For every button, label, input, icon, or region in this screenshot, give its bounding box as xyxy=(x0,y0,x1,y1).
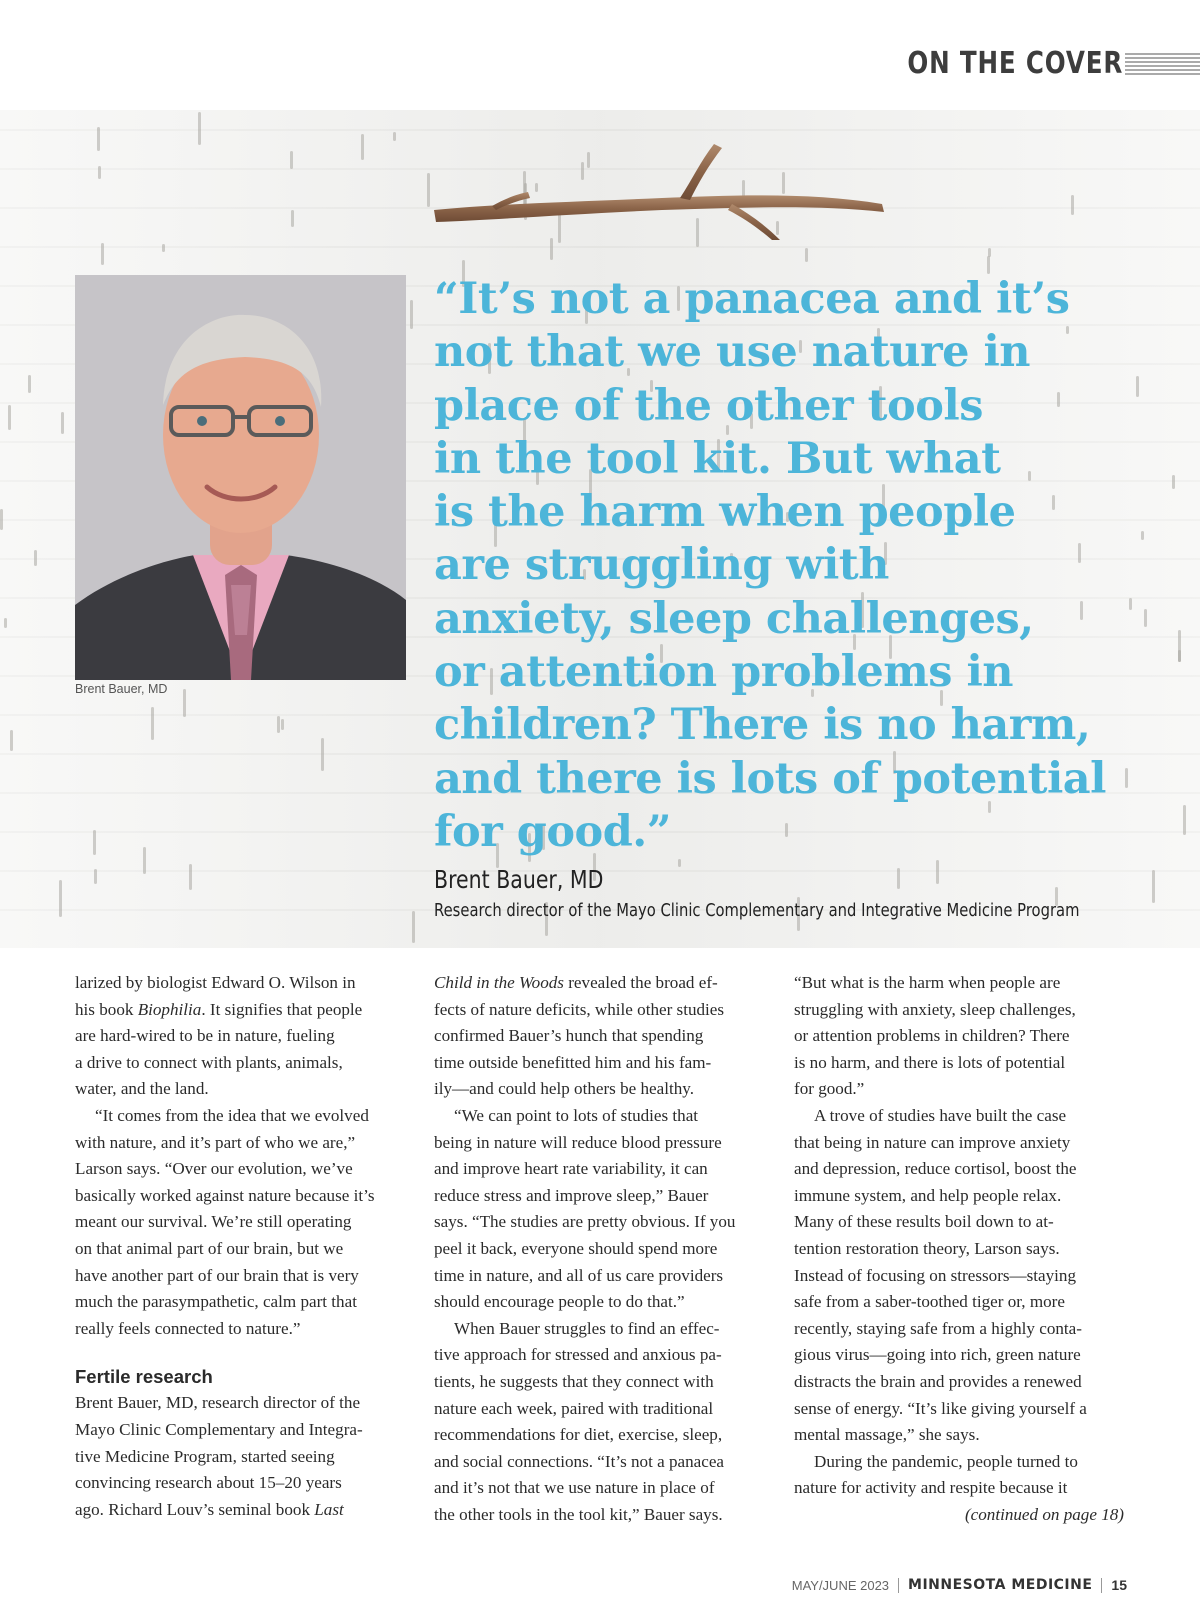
text-line: really feels connected to nature.” xyxy=(75,1318,301,1338)
text-line: is no harm, and there is lots of potential xyxy=(794,1052,1066,1072)
bark-mark xyxy=(1152,870,1155,903)
text-line: mental massage,” she says. xyxy=(794,1425,980,1445)
pull-quote-line: anxiety, sleep challenges, xyxy=(434,593,1034,644)
bark-mark xyxy=(550,238,553,260)
text-line: being in nature will reduce blood pressure xyxy=(434,1132,722,1152)
paragraph xyxy=(75,970,407,1103)
pull-quote-line: and there is lots of potential xyxy=(434,753,1106,804)
article-column-1 xyxy=(75,970,407,1523)
text-line: distracts the brain and provides a renewed xyxy=(794,1371,1082,1391)
section-bar-decoration xyxy=(1125,51,1200,75)
bark-mark xyxy=(93,830,96,855)
bark-mark xyxy=(291,210,294,227)
text-line: reduce stress and improve sleep,” Bauer xyxy=(434,1185,709,1205)
bark-mark xyxy=(281,719,284,730)
text-line: . It signifies that people xyxy=(201,999,363,1019)
bark-mark xyxy=(162,244,165,252)
text-line: and improve heart rate variability, it can xyxy=(434,1159,708,1179)
bark-mark xyxy=(94,869,97,884)
section-header xyxy=(860,38,1200,88)
text-line: says. “The studies are pretty obvious. If you xyxy=(434,1212,736,1232)
bark-mark xyxy=(61,412,64,434)
paragraph xyxy=(794,970,1124,1103)
bark-mark xyxy=(198,112,201,145)
continued-note: (continued on page 18) xyxy=(964,1504,1124,1524)
text-line: “We can point to lots of studies that xyxy=(454,1105,699,1125)
pull-quote-line: “It’s not a panacea and it’s xyxy=(434,274,1070,324)
bark-mark xyxy=(427,173,430,207)
text-line: nature for activity and respite because it xyxy=(794,1478,1068,1498)
bark-mark xyxy=(0,509,3,530)
text-line: recommendations for diet, exercise, sleep, xyxy=(434,1425,723,1445)
pull-quote-line: is the harm when people xyxy=(434,487,1016,538)
section-title: ON THE COVER xyxy=(907,45,1123,81)
text-line: immune system, and help people relax. xyxy=(794,1185,1062,1205)
text-line: Larson says. “Over our evolution, we’ve xyxy=(75,1159,353,1179)
bark-mark xyxy=(151,707,154,740)
bark-mark xyxy=(805,248,808,262)
text-line: for good.” xyxy=(794,1079,865,1099)
text-line: his book xyxy=(75,999,138,1019)
text-line: and social connections. “It’s not a panacea xyxy=(434,1451,725,1471)
bark-mark xyxy=(28,375,31,393)
bark-mark xyxy=(189,864,192,890)
subheading: Fertile research xyxy=(75,1366,213,1388)
bark-mark xyxy=(412,911,415,943)
text-line: basically worked against nature because it’s xyxy=(75,1185,375,1205)
bark-mark xyxy=(290,151,293,169)
text-line: “But what is the harm when people are xyxy=(794,973,1061,992)
paragraph xyxy=(434,1103,766,1316)
twig-illustration xyxy=(432,140,886,240)
text-line: When Bauer struggles to find an effec- xyxy=(454,1318,720,1338)
bark-mark xyxy=(4,618,7,628)
text-line: on that animal part of our brain, but we xyxy=(75,1238,344,1258)
text-line: larized by biologist Edward O. Wilson in xyxy=(75,973,356,992)
pull-quote-line: children? There is no harm, xyxy=(434,700,1091,751)
pull-quote-line: not that we use nature in xyxy=(434,327,1031,378)
text-line: tention restoration theory, Larson says. xyxy=(794,1238,1060,1258)
text-line: Instead of focusing on stressors—staying xyxy=(794,1265,1077,1285)
bark-mark xyxy=(410,300,413,329)
bark-mark xyxy=(897,868,900,889)
portrait-photo xyxy=(75,275,406,680)
text-line: fects of nature deficits, while other studies xyxy=(434,999,725,1019)
paragraph xyxy=(75,1103,407,1342)
book-title: Biophilia xyxy=(137,999,202,1019)
bark-mark xyxy=(8,405,11,430)
text-line: have another part of our brain that is very xyxy=(75,1265,359,1285)
text-line: time in nature, and all of us care providers xyxy=(434,1265,724,1285)
text-line: much the parasympathetic, calm part that xyxy=(75,1292,357,1312)
text-line: time outside benefitted him and his fam- xyxy=(434,1052,712,1072)
paragraph xyxy=(794,1449,1124,1502)
text-line: revealed the broad ef- xyxy=(563,973,718,992)
paragraph xyxy=(434,970,766,1103)
text-line: should encourage people to do that.” xyxy=(434,1292,685,1312)
text-line: that being in nature can improve anxiety xyxy=(794,1132,1071,1152)
bark-mark xyxy=(393,132,396,141)
text-line: gious virus—going into rich, green nature xyxy=(794,1345,1081,1365)
text-line: water, and the land. xyxy=(75,1079,209,1099)
text-line: During the pandemic, people turned to xyxy=(814,1451,1078,1471)
bark-mark xyxy=(936,860,939,884)
bark-mark xyxy=(183,689,186,717)
text-line: ily—and could help others be healthy. xyxy=(434,1079,694,1099)
pull-quote-line: are struggling with xyxy=(434,540,889,591)
text-line: a drive to connect with plants, animals, xyxy=(75,1052,343,1072)
bark-mark xyxy=(98,166,101,179)
text-line: struggling with anxiety, sleep challenges, xyxy=(794,999,1076,1019)
text-line: and it’s not that we use nature in place of xyxy=(434,1478,715,1498)
pull-quote-line: for good.” xyxy=(434,806,672,857)
bark-mark xyxy=(277,716,280,733)
text-line: meant our survival. We’re still operating xyxy=(75,1212,352,1232)
pull-quote-line: place of the other tools xyxy=(434,380,983,431)
book-title: Child in the Woods xyxy=(434,973,564,992)
footer-divider xyxy=(1101,1578,1102,1593)
bark-mark xyxy=(10,730,13,751)
text-line: convincing research about 15–20 years xyxy=(75,1473,342,1493)
text-line: recently, staying safe from a highly conta- xyxy=(794,1318,1082,1338)
book-title: Last xyxy=(314,1499,344,1519)
text-line: the other tools in the tool kit,” Bauer says. xyxy=(434,1504,723,1524)
cover-hero xyxy=(0,110,1200,948)
text-line: tive Medicine Program, started seeing xyxy=(75,1446,335,1466)
pull-quote xyxy=(434,273,1194,859)
pull-quote-line: or attention problems in xyxy=(434,647,1014,698)
paragraph xyxy=(794,1103,1124,1449)
text-line: and depression, reduce cortisol, boost the xyxy=(794,1159,1077,1179)
quote-author: Brent Bauer, MD xyxy=(434,865,604,894)
article-column-2 xyxy=(434,970,766,1528)
pull-quote-line: in the tool kit. But what xyxy=(434,433,1001,484)
text-line: Many of these results boil down to at- xyxy=(794,1212,1054,1232)
text-line: or attention problems in children? There xyxy=(794,1026,1070,1046)
text-line: with nature, and it’s part of who we are,” xyxy=(75,1132,356,1152)
text-line: tive approach for stressed and anxious pa- xyxy=(434,1345,722,1365)
text-line: ago. Richard Louv’s seminal book xyxy=(75,1499,315,1519)
bark-mark xyxy=(321,738,324,771)
text-line: Mayo Clinic Complementary and Integra- xyxy=(75,1419,363,1439)
text-line: are hard-wired to be in nature, fueling xyxy=(75,1026,335,1046)
bark-mark xyxy=(361,134,364,160)
photo-caption: Brent Bauer, MD xyxy=(75,682,168,696)
paragraph xyxy=(75,1390,407,1523)
portrait-illustration xyxy=(75,275,406,680)
bark-mark xyxy=(678,859,681,867)
page-number: 15 xyxy=(1111,1577,1127,1593)
bark-mark xyxy=(1071,195,1074,215)
bark-mark xyxy=(101,243,104,265)
bark-mark xyxy=(97,127,100,151)
text-line: confirmed Bauer’s hunch that spending xyxy=(434,1026,704,1046)
text-line: peel it back, everyone should spend more xyxy=(434,1238,718,1258)
page-footer xyxy=(792,1577,1127,1593)
bark-mark xyxy=(34,550,37,566)
text-line: safe from a saber-toothed tiger or, more xyxy=(794,1292,1065,1312)
footer-divider xyxy=(898,1578,899,1593)
text-line: tients, he suggests that they connect with xyxy=(434,1371,714,1391)
bark-mark xyxy=(143,847,146,874)
text-line: Brent Bauer, MD, research director of the xyxy=(75,1393,361,1413)
issue-date: MAY/JUNE 2023 xyxy=(791,1577,890,1593)
magazine-name: MINNESOTA MEDICINE xyxy=(908,1577,1093,1593)
text-line: nature each week, paired with traditional xyxy=(434,1398,714,1418)
text-line: A trove of studies have built the case xyxy=(814,1105,1067,1125)
text-line: “It comes from the idea that we evolved xyxy=(95,1105,369,1125)
bark-mark xyxy=(987,256,990,274)
paragraph xyxy=(434,1316,766,1529)
text-line: sense of energy. “It’s like giving yourself a xyxy=(794,1398,1087,1418)
bark-mark xyxy=(59,880,62,917)
quote-author-role: Research director of the Mayo Clinic Complementary and Integrative Medicine Program xyxy=(434,900,1080,921)
article-column-3 xyxy=(794,970,1124,1528)
